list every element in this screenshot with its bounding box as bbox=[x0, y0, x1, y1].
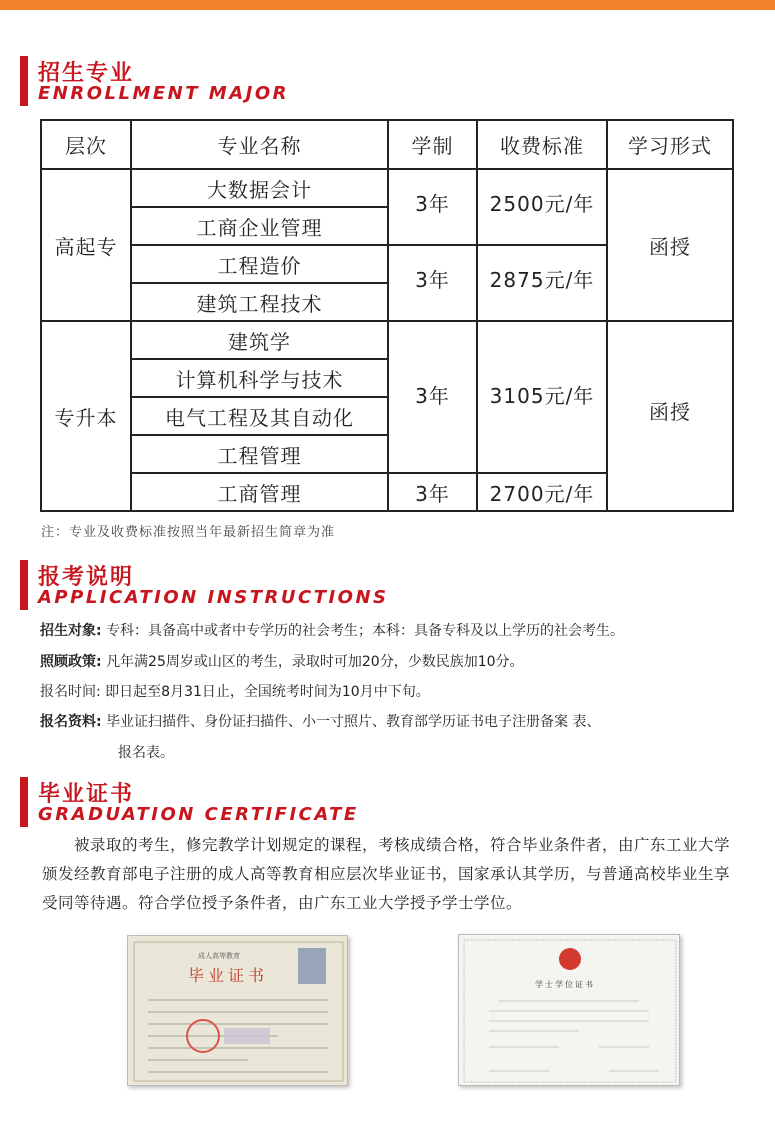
graduation-paragraph: 被录取的考生，修完教学计划规定的课程，考核成绩合格，符合毕业条件者，由广东工业大学颁发经教育部电子注册的成人高等教育相应层次毕业证书，国家承认其学历，与普通高校毕业生享受同等待遇。符合学位授予条件者，由广东工业大学授予学士学位。 bbox=[42, 836, 731, 912]
major-cell: 工程造价 bbox=[131, 245, 388, 283]
top-accent-bar bbox=[0, 0, 775, 10]
level-cell: 专升本 bbox=[41, 321, 131, 511]
major-cell: 工商管理 bbox=[131, 473, 388, 511]
instruction-text: 凡年满25周岁或山区的考生，录取时可加20分，少数民族加10分。 bbox=[106, 654, 524, 670]
diploma-illustration bbox=[128, 936, 348, 1086]
degree-certificate-image bbox=[458, 934, 680, 1086]
section-accent-bar bbox=[20, 777, 28, 827]
mode-cell: 函授 bbox=[607, 321, 733, 511]
section-title-zh: 毕业证书 bbox=[38, 782, 135, 807]
degree-illustration bbox=[459, 935, 680, 1086]
fee-cell: 2700元/年 bbox=[477, 473, 607, 511]
major-cell: 建筑工程技术 bbox=[131, 283, 388, 321]
cert1-header: 成人高等教育 bbox=[198, 952, 240, 960]
instruction-text: 专科：具备高中或者中专学历的社会考生；本科：具备专科及以上学历的社会考生。 bbox=[106, 623, 625, 639]
major-cell: 工商企业管理 bbox=[131, 207, 388, 245]
section-title-zh: 招生专业 bbox=[38, 61, 135, 86]
major-cell: 电气工程及其自动化 bbox=[131, 397, 388, 435]
instruction-text: 即日起至8月31日止，全国统考时间为10月中下旬。 bbox=[105, 684, 430, 700]
section-accent-bar bbox=[20, 560, 28, 610]
cert1-title: 毕业证书 bbox=[188, 966, 269, 985]
duration-cell: 3年 bbox=[388, 321, 477, 473]
level-cell: 高起专 bbox=[41, 169, 131, 321]
fee-cell: 2875元/年 bbox=[477, 245, 607, 321]
fee-cell: 3105元/年 bbox=[477, 321, 607, 473]
graduation-certificate-image bbox=[127, 935, 348, 1086]
instruction-label: 报名时间: bbox=[40, 684, 101, 700]
table-row bbox=[41, 169, 733, 207]
instruction-text: 毕业证扫描件、身份证扫描件、小一寸照片、教育部学历证书电子注册备案 表、 bbox=[106, 714, 601, 730]
instruction-item bbox=[40, 651, 524, 671]
header-mode: 学习形式 bbox=[607, 120, 733, 169]
section-accent-bar bbox=[20, 56, 28, 106]
major-cell: 建筑学 bbox=[131, 321, 388, 359]
instruction-item bbox=[40, 681, 430, 701]
duration-cell: 3年 bbox=[388, 245, 477, 321]
instruction-label: 报名资料: bbox=[40, 714, 102, 730]
duration-cell: 3年 bbox=[388, 473, 477, 511]
instruction-item bbox=[40, 711, 601, 731]
table-row bbox=[41, 321, 733, 359]
table-header-row bbox=[41, 120, 733, 169]
national-emblem-icon bbox=[559, 948, 581, 970]
enrollment-table bbox=[40, 119, 734, 512]
header-major: 专业名称 bbox=[131, 120, 388, 169]
fee-cell: 2500元/年 bbox=[477, 169, 607, 245]
mode-cell: 函授 bbox=[607, 169, 733, 321]
major-cell: 工程管理 bbox=[131, 435, 388, 473]
duration-cell: 3年 bbox=[388, 169, 477, 245]
blurred-area bbox=[224, 1028, 270, 1044]
instruction-item bbox=[40, 620, 624, 640]
table-note: 注：专业及收费标准按照当年最新招生简章为准 bbox=[41, 525, 336, 540]
header-level: 层次 bbox=[41, 120, 131, 169]
section-title-zh: 报考说明 bbox=[38, 565, 135, 590]
instruction-label: 照顾政策: bbox=[40, 654, 102, 670]
text-lines bbox=[489, 1001, 659, 1071]
instruction-text-continued: 报名表。 bbox=[118, 745, 174, 761]
header-fee: 收费标准 bbox=[477, 120, 607, 169]
major-cell: 计算机科学与技术 bbox=[131, 359, 388, 397]
instruction-label: 招生对象: bbox=[40, 623, 102, 639]
section-title-en: GRADUATION CERTIFICATE bbox=[38, 804, 359, 825]
header-duration: 学制 bbox=[388, 120, 477, 169]
cert2-title: 学士学位证书 bbox=[535, 980, 595, 989]
section-title-en: ENROLLMENT MAJOR bbox=[38, 83, 289, 104]
photo-placeholder bbox=[298, 948, 326, 984]
section-title-en: APPLICATION INSTRUCTIONS bbox=[38, 587, 389, 608]
major-cell: 大数据会计 bbox=[131, 169, 388, 207]
